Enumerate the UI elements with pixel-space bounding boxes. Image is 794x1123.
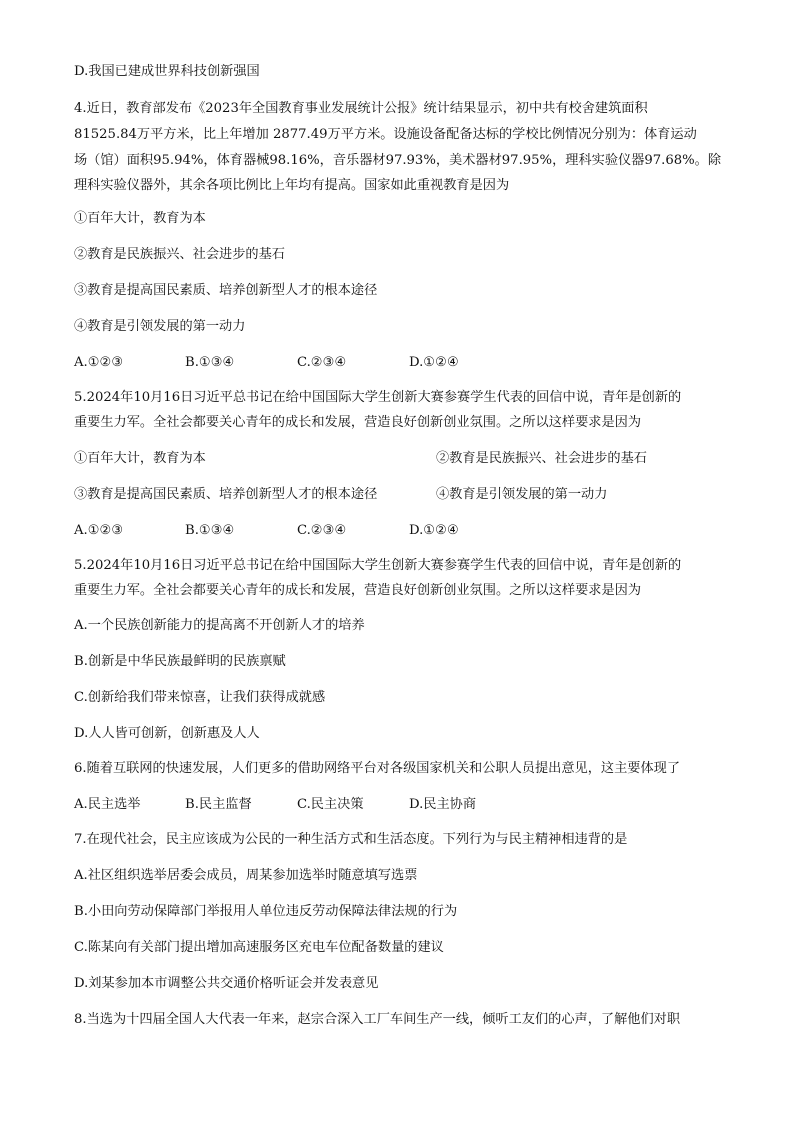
- q7-option-b: B.小田向劳动保障部门举报用人单位违反劳动保障法律法规的行为: [74, 904, 458, 919]
- q5b-stem-line: 5.2024年10月16日习近平总书记在给中国国际大学生创新大赛参赛学生代表的回信中说，青年是创新的: [74, 558, 682, 573]
- q4-choice-a: A.①②③: [74, 355, 124, 370]
- q8-stem: 8.当选为十四届全国人大代表一年来，赵宗合深入工厂车间生产一线，倾听工友们的心声，了解他们对职: [74, 1012, 681, 1027]
- q6-stem: 6.随着互联网的快速发展，人们更多的借助网络平台对各级国家机关和公职人员提出意见，这主要体现了: [74, 761, 681, 776]
- q4-choice-c: C.②③④: [297, 355, 347, 370]
- q4-statement: ①百年大计，教育为本: [74, 211, 206, 226]
- q6-choice-b: B.民主监督: [185, 797, 252, 812]
- q5b-stem-line: 重要生力军。全社会都要关心青年的成长和发展，营造良好创新创业氛围。之所以这样要求是因为: [74, 583, 642, 598]
- q5a-choice-a: A.①②③: [74, 523, 124, 538]
- q4-stem-line: 81525.84万平方米，比上年增加 2877.49万平方米。设施设备配备达标的学校比例情况分别为：体育运动: [74, 127, 697, 142]
- q7-option-a: A.社区组织选举居委会成员，周某参加选举时随意填写选票: [74, 868, 418, 883]
- q6-choice-c: C.民主决策: [297, 797, 364, 812]
- q6-choice-a: A.民主选举: [74, 797, 141, 812]
- q6-choice-d: D.民主协商: [409, 797, 477, 812]
- q5b-option-c: C.创新给我们带来惊喜，让我们获得成就感: [74, 690, 326, 705]
- q5a-choice-b: B.①③④: [185, 523, 235, 538]
- q4-choice-d: D.①②④: [409, 355, 459, 370]
- q5a-choice-c: C.②③④: [297, 523, 347, 538]
- q4-statement: ②教育是民族振兴、社会进步的基石: [74, 247, 285, 262]
- q7-option-d: D.刘某参加本市调整公共交通价格听证会并发表意见: [74, 976, 379, 991]
- q4-choice-b: B.①③④: [185, 355, 235, 370]
- q3-option-d: D.我国已建成世界科技创新强国: [74, 64, 260, 79]
- q4-stem-line: 理科实验仪器外，其余各项比例比上年均有提高。国家如此重视教育是因为: [74, 178, 510, 193]
- q4-stem-line: 4.近日，教育部发布《2023年全国教育事业发展统计公报》统计结果显示，初中共有校舍建筑面积: [74, 101, 648, 116]
- q4-statement: ③教育是提高国民素质、培养创新型人才的根本途径: [74, 283, 378, 298]
- q5a-stem-line: 重要生力军。全社会都要关心青年的成长和发展，营造良好创新创业氛围。之所以这样要求是因为: [74, 415, 642, 430]
- q5a-choice-d: D.①②④: [409, 523, 459, 538]
- q5a-statement: ④教育是引领发展的第一动力: [436, 487, 608, 502]
- q7-option-c: C.陈某向有关部门提出增加高速服务区充电车位配备数量的建议: [74, 940, 444, 955]
- q7-stem: 7.在现代社会，民主应该成为公民的一种生活方式和生活态度。下列行为与民主精神相违背的是: [74, 832, 628, 847]
- q5b-option-a: A.一个民族创新能力的提高离不开创新人才的培养: [74, 618, 365, 633]
- q4-stem-line: 场（馆）面积95.94%，体育器械98.16%，音乐器材97.93%，美术器材97.95%，理科实验仪器97.68%。除: [74, 153, 722, 168]
- q5a-statement: ②教育是民族振兴、社会进步的基石: [436, 451, 647, 466]
- q5a-statement: ③教育是提高国民素质、培养创新型人才的根本途径: [74, 487, 378, 502]
- q4-statement: ④教育是引领发展的第一动力: [74, 319, 246, 334]
- q5b-option-b: B.创新是中华民族最鲜明的民族禀赋: [74, 654, 286, 669]
- q5a-stem-line: 5.2024年10月16日习近平总书记在给中国国际大学生创新大赛参赛学生代表的回信中说，青年是创新的: [74, 390, 682, 405]
- q5a-statement: ①百年大计，教育为本: [74, 451, 206, 466]
- q5b-option-d: D.人人皆可创新，创新惠及人人: [74, 726, 260, 741]
